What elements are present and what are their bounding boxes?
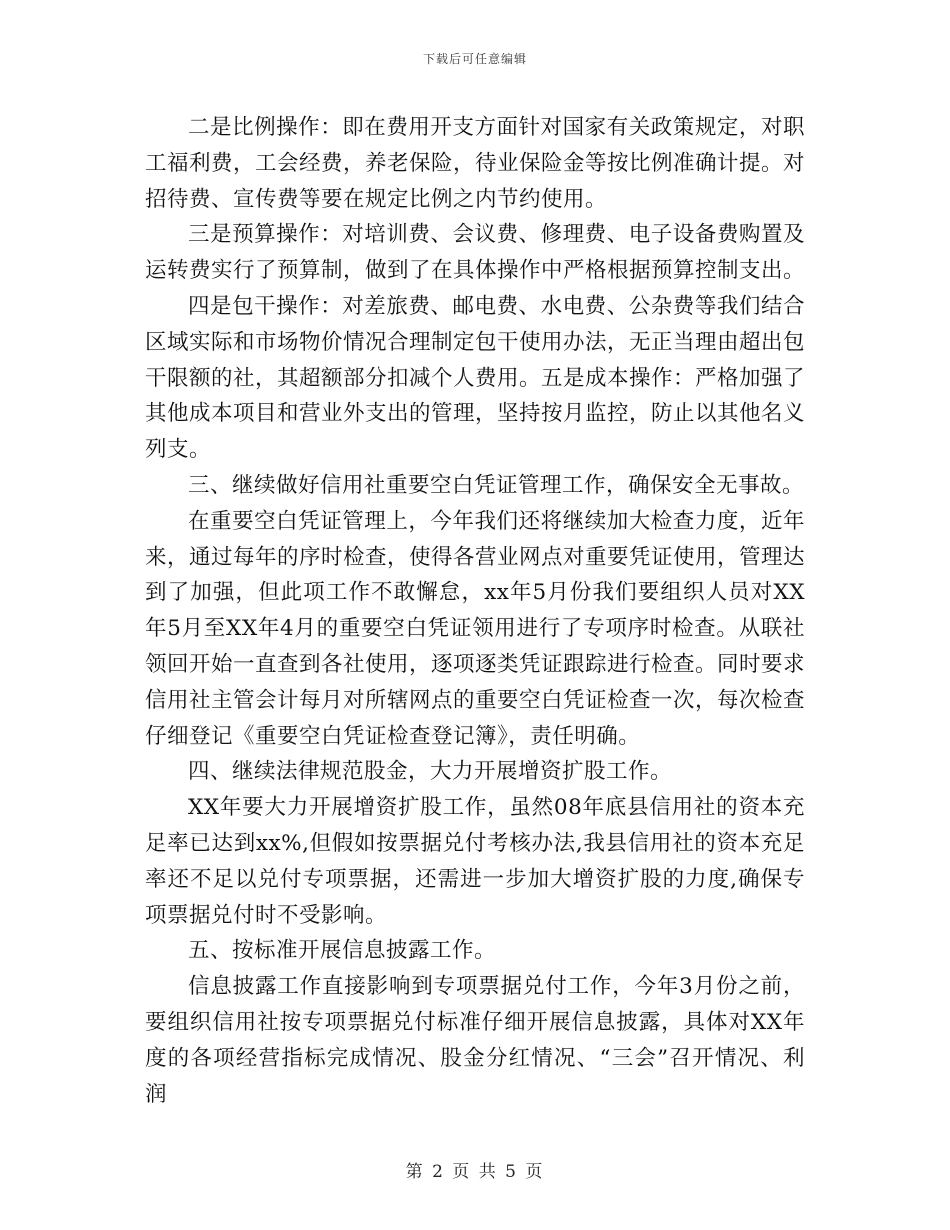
paragraph-blank-voucher-management: 在重要空白凭证管理上，今年我们还将继续加大检查力度，近年来，通过每年的序时检查，使得各营业网点对重要凭证使用，管理达到了加强，但此项工作不敢懈怠，xx年5月份我们要组织人员对XX年5月至XX年4月的重要空白凭证领用进行了专项序时检查。从联社领回开始一直查到各社使用，逐项逐类凭证跟踪进行检查。同时要求信用社主管会计每月对所辖网点的重要空白凭证检查一次，每次检查仔细登记《重要空白凭证检查登记簿》，责任明确。 (145, 508, 806, 749)
paragraph-information-disclosure: 信息披露工作直接影响到专项票据兑付工作，今年3月份之前，要组织信用社按专项票据兑付标准仔细开展信息披露，具体对XX年度的各项经营指标完成情况、股金分红情况、“三会”召开情况、利润 (145, 974, 805, 1107)
section-heading-blank-voucher: 三、继续做好信用社重要空白凭证管理工作，确保安全无事故。 (188, 472, 805, 498)
page-number: 第 2 页 共 5 页 (405, 1162, 545, 1182)
document-body (145, 110, 805, 1112)
section-heading-information-disclosure: 五、按标准开展信息披露工作。 (188, 938, 497, 964)
section-heading-share-capital: 四、继续法律规范股金，大力开展增资扩股工作。 (188, 759, 673, 785)
paragraph-lump-sum-operation: 四是包干操作：对差旅费、邮电费、水电费、公杂费等我们结合区域实际和市场物价情况合理制定包干使用办法，无正当理由超出包干限额的社，其超额部分扣减个人费用。五是成本操作：严格加强了其他成本项目和营业外支出的管理，坚持按月监控，防止以其他名义列支。 (145, 293, 806, 463)
paragraph-capital-increase: XX年要大力开展增资扩股工作，虽然08年底县信用社的资本充足率已达到xx%,但假如按票据兑付考核办法,我县信用社的资本充足率还不足以兑付专项票据，还需进一步加大增资扩股的力度,确保专项票据兑付时不受影响。 (145, 795, 805, 928)
page-header: 下载后可任意编辑 (422, 52, 527, 66)
paragraph-budget-operation: 三是预算操作：对培训费、会议费、修理费、电子设备费购置及运转费实行了预算制，做到了在具体操作中严格根据预算控制支出。 (145, 222, 806, 284)
paragraph-ratio-operation: 二是比例操作：即在费用开支方面针对国家有关政策规定，对职工福利费，工会经费，养老保险，待业保险金等按比例准确计提。对招待费、宣传费等要在规定比例之内节约使用。 (145, 115, 806, 212)
